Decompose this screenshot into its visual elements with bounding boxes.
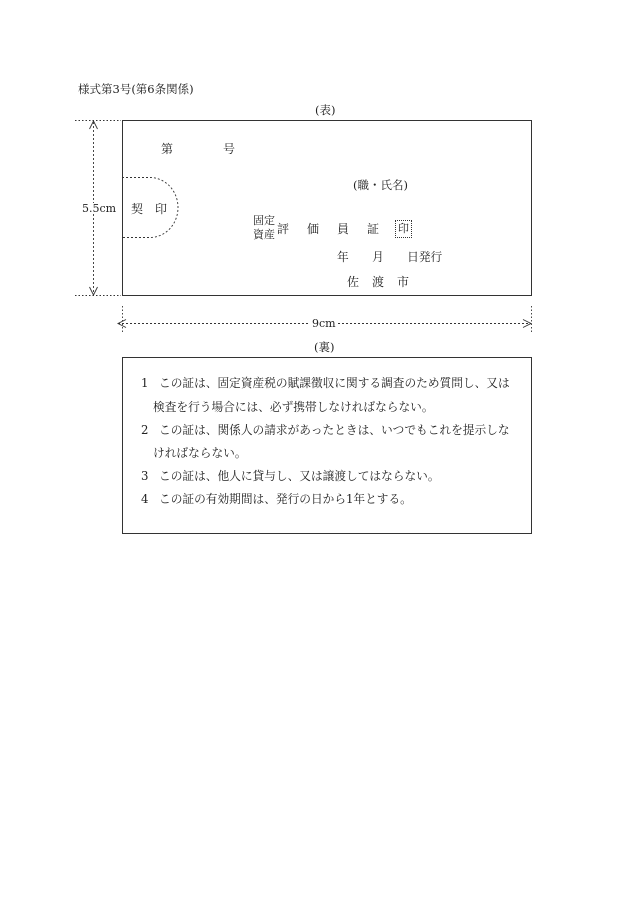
front-card (122, 120, 532, 296)
number-prefix: 第 (161, 142, 174, 156)
item-text: この証の有効期間は、発行の日から1年とする。 (159, 492, 412, 506)
height-arrow-bottom (90, 287, 98, 295)
list-item (141, 425, 510, 437)
list-item (141, 494, 412, 506)
tally-seal-label: 契 印 (131, 202, 168, 216)
title-prefix (253, 214, 275, 242)
item-text: この証は、関係人の請求があったときは、いつでもこれを提示しな (159, 423, 510, 437)
item-text: この証は、固定資産税の賦課徴収に関する調査のため質問し、又は (159, 376, 510, 390)
title-prefix-top: 固定 (253, 214, 275, 227)
issue-date: 年 月 日発行 (337, 250, 443, 264)
item-number: 1 (141, 376, 149, 390)
list-item (141, 378, 510, 390)
name-placeholder: (職・氏名) (353, 178, 408, 192)
item-number: 4 (141, 492, 149, 506)
card-title: 評 価 員 証 (277, 222, 383, 236)
seal-box: 印 (395, 220, 412, 238)
back-side-label: (裏) (314, 340, 335, 354)
item-number: 3 (141, 469, 149, 483)
item-continuation: ければならない。 (153, 446, 247, 460)
width-arrow-left (118, 320, 126, 328)
form-number: 様式第3号(第6条関係) (78, 82, 194, 96)
list-item (141, 471, 440, 483)
title-prefix-bottom: 資産 (253, 228, 275, 241)
width-arrow-right (523, 320, 531, 328)
issuer: 佐 渡 市 (347, 275, 410, 289)
height-arrow-top (90, 121, 98, 129)
front-side-label: (表) (315, 103, 336, 117)
back-card (122, 357, 532, 534)
item-text: この証は、他人に貸与し、又は譲渡してはならない。 (159, 469, 440, 483)
item-continuation: 検査を行う場合には、必ず携帯しなければならない。 (153, 400, 434, 414)
height-dimension-label: 5.5cm (82, 202, 117, 215)
width-dimension-label: 9cm (312, 317, 336, 330)
number-suffix: 号 (223, 142, 236, 156)
item-number: 2 (141, 423, 149, 437)
